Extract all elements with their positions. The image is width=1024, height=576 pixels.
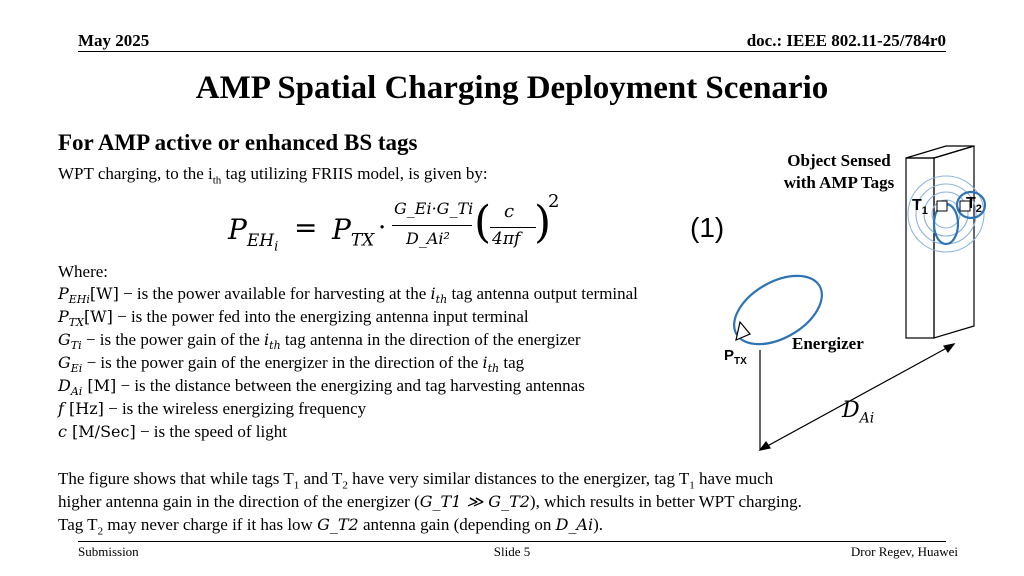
definition-item: $D_{Ai}$ [M] − is the distance between the energizing and tag harvesting antennas: [58, 376, 585, 399]
eq-equals: =: [294, 211, 318, 244]
definition-item: $P_{TX}[W]$ − is the power fed into the energizing antenna input terminal: [58, 307, 529, 330]
tag-t2-label: $T_2$: [966, 195, 982, 216]
eq-dot: ·: [378, 213, 387, 243]
eq-numerator: G_Ei·G_Ti: [394, 199, 474, 218]
intro-text: WPT charging, to the $i_{th}$ tag utilizing FRIIS model, is given by:: [58, 164, 488, 187]
footer-rule: [78, 541, 946, 542]
eq-4pif: 4πf: [492, 229, 521, 249]
definition-item: $G_{Ei}$ − is the power gain of the energizer in the direction of the $i_{th}$ tag: [58, 353, 525, 376]
eq-ptx: $P_{TX}$: [332, 213, 375, 251]
footer-submission: Submission: [78, 544, 139, 559]
eq-exponent: 2: [548, 191, 560, 212]
ptx-label: $P_{TX}$: [724, 347, 747, 367]
distance-label: $D_{Ai}$: [842, 398, 875, 427]
equation-number: (1): [690, 212, 725, 243]
where-label: Where:: [58, 262, 109, 281]
tag-t1-icon: [937, 201, 947, 211]
summary-line-1: The figure shows that while tags $T_1$ and $T_2$ have very similar distances to the energizer, tag $T_1$ have much: [58, 469, 774, 492]
slide-subtitle: For AMP active or enhanced BS tags: [58, 130, 418, 155]
eq-lhs: $P_{EH_i}$: [228, 213, 279, 254]
energizer-antenna-icon: [736, 322, 750, 340]
eq-c: c: [504, 201, 515, 222]
footer-author: Dror Regev, Huawei: [850, 544, 958, 559]
definition-item: f [Hz] − is the wireless energizing frequency: [58, 399, 367, 418]
definition-item: c [M/Sec] − is the speed of light: [58, 422, 287, 441]
definition-item: $P_{EHi}[W]$ − is the power available for harvesting at the $i_{th}$ tag antenna output terminal: [58, 284, 638, 307]
definition-item: $G_{Ti}$ − is the power gain of the $i_{th}$ tag antenna in the direction of the energizer: [58, 330, 581, 353]
summary-line-3: Tag $T_2$ may never charge if it has low G_T2 antenna gain (depending on D_Ai).: [58, 515, 604, 538]
energizer-label: Energizer: [792, 334, 864, 353]
summary-line-2: higher antenna gain in the direction of the energizer (G_T1 ≫ G_T2), which results in better WPT charging.: [58, 492, 802, 511]
distance-arrow: [760, 344, 954, 450]
header-date: May 2025: [78, 31, 150, 50]
footer-slide-number: Slide 5: [493, 544, 531, 559]
header-doc-id: doc.: IEEE 802.11-25/784r0: [746, 31, 946, 50]
object-sensed-label: Object Sensed with AMP Tags: [783, 151, 895, 192]
tag-t1-label: $T_1$: [912, 197, 928, 218]
eq-paren-left: (: [474, 197, 492, 248]
slide-title: AMP Spatial Charging Deployment Scenario: [195, 70, 829, 106]
eq-paren-right: ): [534, 197, 552, 248]
eq-denominator: D_Ai²: [406, 229, 450, 248]
